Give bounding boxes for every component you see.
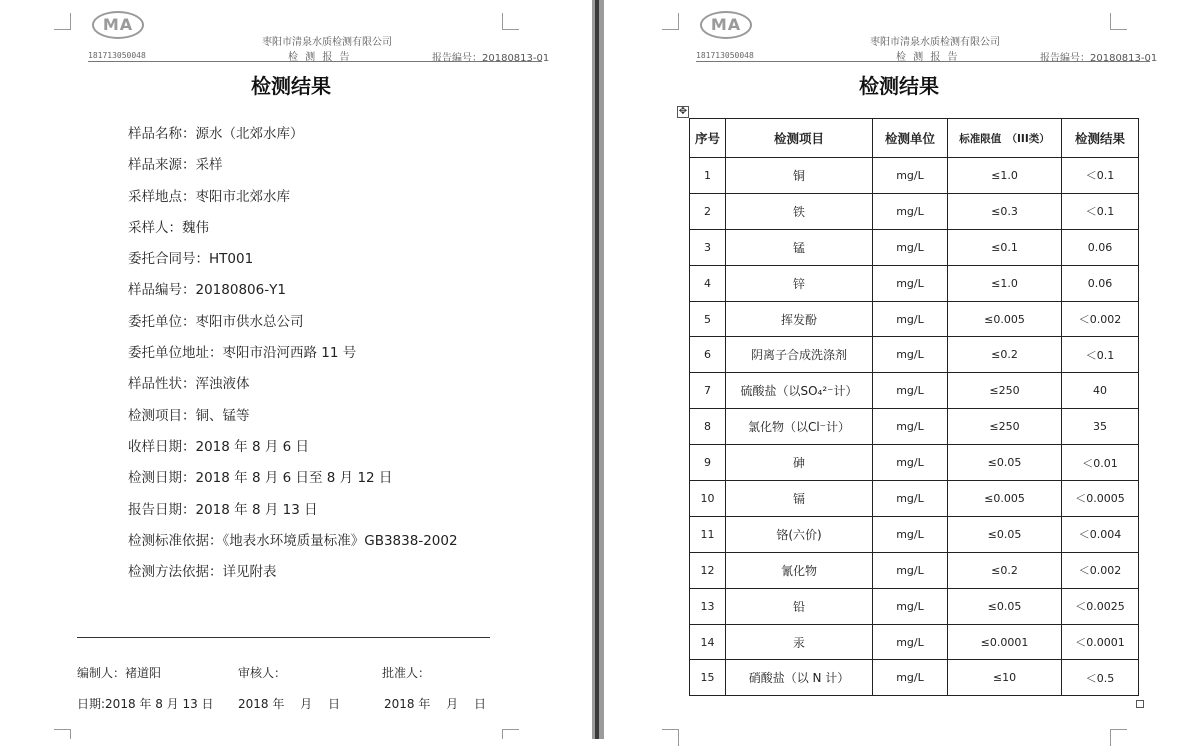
cell-index: 4 (690, 265, 726, 301)
cell-unit: mg/L (873, 445, 948, 481)
cell-index: 15 (690, 660, 726, 696)
crop-mark-bottom-left-right-page (662, 729, 679, 746)
cell-item: 铅 (726, 588, 873, 624)
cell-index: 10 (690, 481, 726, 517)
field-sample-name: 样品名称：源水（北郊水库） (128, 126, 304, 142)
sample-info-list (128, 124, 458, 593)
cell-result: ＜0.002 (1062, 552, 1139, 588)
crop-mark-bottom-right-right-page (1110, 729, 1127, 746)
field-method: 检测方法依据：详见附表 (128, 564, 277, 581)
doc-type-right: 检 测 报 告 (896, 52, 960, 63)
cell-result: 40 (1062, 373, 1139, 409)
field-sample-state: 样品性状：浑浊液体 (128, 376, 250, 393)
col-header-limit: 标准限值 （III类） (948, 119, 1062, 158)
cell-index: 13 (690, 588, 726, 624)
table-row (690, 481, 1139, 517)
crop-mark-top-left (54, 13, 71, 30)
cell-unit: mg/L (873, 193, 948, 229)
cell-result: ＜0.1 (1062, 337, 1139, 373)
header-rule (88, 61, 542, 62)
cell-result: ＜0.5 (1062, 660, 1139, 696)
cell-item: 氰化物 (726, 552, 873, 588)
cell-limit: ≤250 (948, 373, 1062, 409)
cell-limit: ≤10 (948, 660, 1062, 696)
move-table-icon[interactable]: ✥ (678, 106, 688, 117)
cell-index: 1 (690, 158, 726, 194)
cell-limit: ≤0.1 (948, 229, 1062, 265)
cell-result: 35 (1062, 409, 1139, 445)
cell-index: 9 (690, 445, 726, 481)
cell-item: 硫酸盐（以SO₄²⁻计） (726, 373, 873, 409)
reviewer-date: 2018 年 月 日 (238, 697, 340, 711)
field-sample-no: 样品编号：20180806-Y1 (128, 282, 286, 299)
table-row (690, 445, 1139, 481)
cell-unit: mg/L (873, 265, 948, 301)
cell-result: 0.06 (1062, 265, 1139, 301)
table-row (690, 301, 1139, 337)
cell-limit: ≤0.05 (948, 588, 1062, 624)
table-row (690, 624, 1139, 660)
cell-result: ＜0.0001 (1062, 624, 1139, 660)
cell-result: ＜0.0025 (1062, 588, 1139, 624)
col-header-index: 序号 (690, 119, 726, 158)
table-row (690, 193, 1139, 229)
company-name-right: 枣阳市清泉水质检测有限公司 (870, 37, 1000, 48)
cell-unit: mg/L (873, 660, 948, 696)
cell-limit: ≤0.05 (948, 445, 1062, 481)
cell-unit: mg/L (873, 552, 948, 588)
reviewer-label: 审核人： (238, 666, 287, 680)
cell-unit: mg/L (873, 229, 948, 265)
document-page-left (0, 0, 592, 739)
cell-item: 挥发酚 (726, 301, 873, 337)
cma-logo: MA (92, 11, 144, 39)
approver-date: 2018 年 月 日 (384, 697, 486, 711)
table-resize-handle[interactable] (1136, 700, 1144, 708)
col-header-unit: 检测单位 (873, 119, 948, 158)
cell-unit: mg/L (873, 624, 948, 660)
report-number-right: 报告编号：20180813-01 (1040, 53, 1158, 64)
cell-limit: ≤0.005 (948, 481, 1062, 517)
cell-result: ＜0.0005 (1062, 481, 1139, 517)
cell-index: 12 (690, 552, 726, 588)
cell-limit: ≤0.2 (948, 337, 1062, 373)
cell-result: ＜0.002 (1062, 301, 1139, 337)
crop-mark-top-right (502, 13, 519, 30)
cell-limit: ≤1.0 (948, 158, 1062, 194)
cell-item: 锰 (726, 229, 873, 265)
field-report-date: 报告日期：2018 年 8 月 13 日 (128, 501, 318, 518)
field-sample-source: 样品来源：采样 (128, 157, 223, 174)
table-row (690, 409, 1139, 445)
cell-index: 3 (690, 229, 726, 265)
cell-result: ＜0.004 (1062, 516, 1139, 552)
table-row (690, 588, 1139, 624)
cell-unit: mg/L (873, 516, 948, 552)
cell-limit: ≤0.005 (948, 301, 1062, 337)
crop-mark-top-right-right-page (1110, 13, 1127, 30)
crop-mark-bottom-left (54, 729, 71, 739)
approver-label: 批准人： (382, 666, 431, 680)
table-row (690, 552, 1139, 588)
cell-item: 汞 (726, 624, 873, 660)
editor-date: 日期:2018 年 8 月 13 日 (77, 697, 214, 711)
table-row (690, 337, 1139, 373)
field-client: 委托单位：枣阳市供水总公司 (128, 313, 304, 330)
cell-item: 阴离子合成洗涤剂 (726, 337, 873, 373)
cert-number-right: 181713050048 (696, 51, 754, 60)
field-test-date: 检测日期：2018 年 8 月 6 日至 8 月 12 日 (128, 470, 393, 487)
cell-index: 11 (690, 516, 726, 552)
cell-item: 铜 (726, 158, 873, 194)
cell-index: 2 (690, 193, 726, 229)
page-gutter (592, 0, 604, 739)
cell-limit: ≤250 (948, 409, 1062, 445)
cell-unit: mg/L (873, 481, 948, 517)
cell-item: 铁 (726, 193, 873, 229)
cert-number: 181713050048 (88, 51, 146, 60)
doc-type: 检 测 报 告 (288, 52, 352, 63)
cell-index: 6 (690, 337, 726, 373)
table-row (690, 158, 1139, 194)
cell-result: ＜0.01 (1062, 445, 1139, 481)
table-row (690, 229, 1139, 265)
cell-unit: mg/L (873, 301, 948, 337)
table-row (690, 660, 1139, 696)
report-number: 报告编号：20180813-01 (432, 53, 550, 64)
cell-item: 铬(六价) (726, 516, 873, 552)
cma-logo-right: MA (700, 11, 752, 39)
field-standard: 检测标准依据：《地表水环境质量标准》GB3838-2002 (128, 532, 458, 549)
table-header-row (690, 119, 1139, 158)
cell-limit: ≤0.2 (948, 552, 1062, 588)
cell-item: 砷 (726, 445, 873, 481)
cell-unit: mg/L (873, 588, 948, 624)
col-header-result: 检测结果 (1062, 119, 1139, 158)
cell-index: 14 (690, 624, 726, 660)
cell-limit: ≤0.0001 (948, 624, 1062, 660)
crop-mark-bottom-right (502, 729, 519, 739)
table-row (690, 373, 1139, 409)
cell-result: 0.06 (1062, 229, 1139, 265)
cell-index: 5 (690, 301, 726, 337)
table-row (690, 265, 1139, 301)
table-row (690, 516, 1139, 552)
page-title: 检测结果 (251, 74, 331, 98)
cell-unit: mg/L (873, 409, 948, 445)
cell-item: 镉 (726, 481, 873, 517)
col-header-item: 检测项目 (726, 119, 873, 158)
field-contract-no: 委托合同号：HT001 (128, 251, 254, 268)
cell-index: 8 (690, 409, 726, 445)
editor-label: 编制人：褚道阳 (77, 666, 162, 680)
results-table (689, 118, 1139, 696)
cell-limit: ≤1.0 (948, 265, 1062, 301)
header-rule-right (696, 61, 1150, 62)
field-sampler: 采样人：魏伟 (128, 219, 209, 236)
cell-item: 锌 (726, 265, 873, 301)
field-sampling-site: 采样地点：枣阳市北郊水库 (128, 188, 290, 205)
field-test-items: 检测项目：铜、锰等 (128, 407, 250, 424)
cell-item: 氯化物（以Cl⁻计） (726, 409, 873, 445)
crop-mark-top-left-right-page (662, 13, 679, 30)
cell-unit: mg/L (873, 158, 948, 194)
company-name: 枣阳市清泉水质检测有限公司 (262, 37, 392, 48)
cell-limit: ≤0.3 (948, 193, 1062, 229)
field-client-address: 委托单位地址：枣阳市沿河西路 11 号 (128, 345, 357, 362)
cell-unit: mg/L (873, 337, 948, 373)
cell-result: ＜0.1 (1062, 158, 1139, 194)
cell-index: 7 (690, 373, 726, 409)
page-title-right: 检测结果 (859, 74, 939, 98)
cell-unit: mg/L (873, 373, 948, 409)
cell-limit: ≤0.05 (948, 516, 1062, 552)
cell-item: 硝酸盐（以 N 计） (726, 660, 873, 696)
signature-rule (77, 637, 490, 638)
field-received-date: 收样日期：2018 年 8 月 6 日 (128, 438, 309, 455)
cell-result: ＜0.1 (1062, 193, 1139, 229)
